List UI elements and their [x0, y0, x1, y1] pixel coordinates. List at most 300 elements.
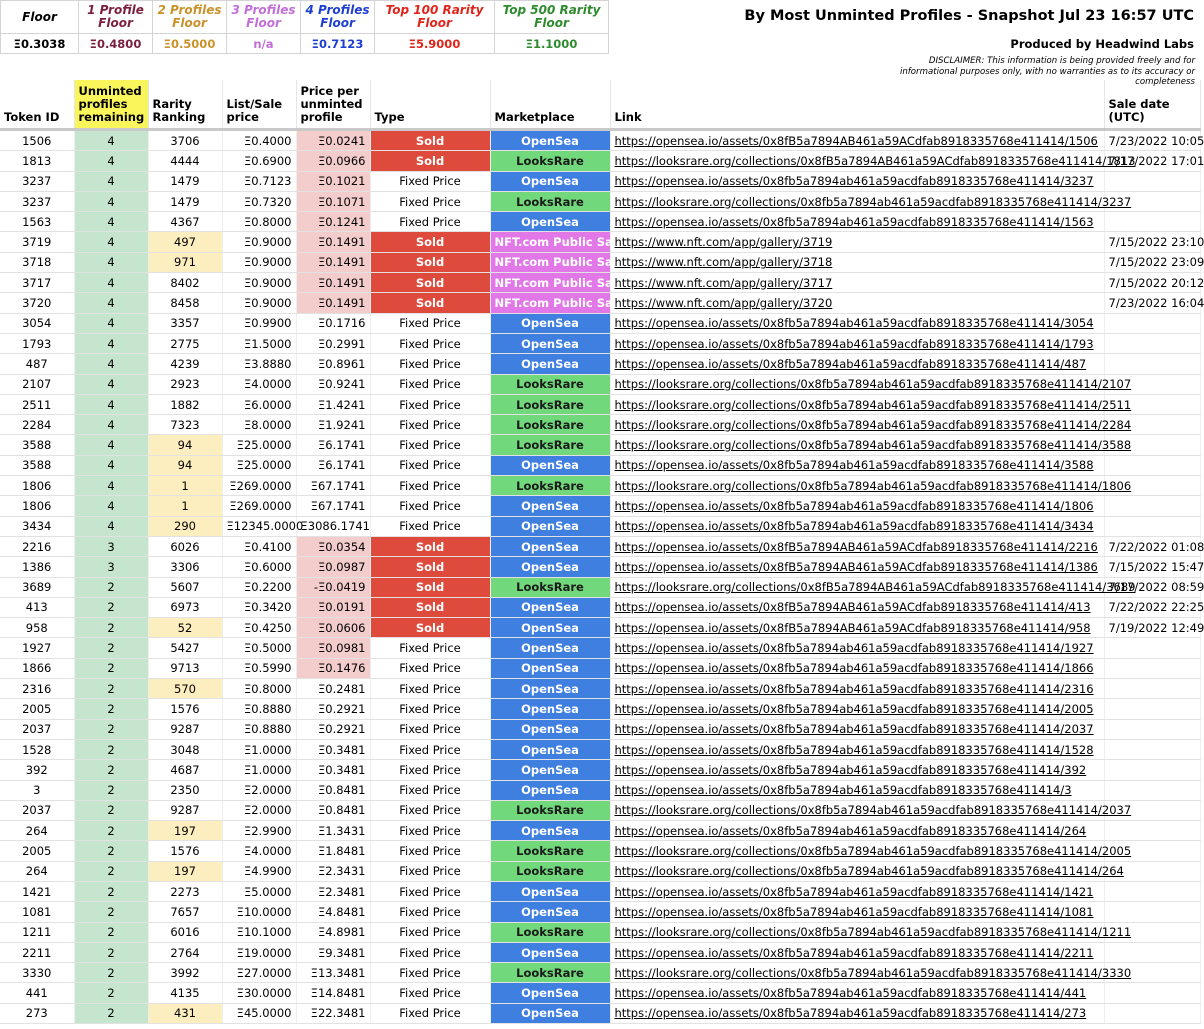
unminted-remaining-cell: 4 [74, 232, 148, 252]
rarity-ranking-cell: 1576 [148, 699, 222, 719]
rarity-ranking-cell: 197 [148, 821, 222, 841]
type-cell: Fixed Price [370, 415, 490, 435]
type-cell: Sold [370, 273, 490, 293]
unminted-remaining-cell: 4 [74, 354, 148, 374]
marketplace-cell: LooksRare [490, 151, 610, 171]
sale-date-cell [1104, 679, 1200, 699]
marketplace-cell: OpenSea [490, 679, 610, 699]
unminted-remaining-cell: 2 [74, 739, 148, 759]
listing-link[interactable]: https://opensea.io/assets/0x8fb5a7894ab461a59acdfab8918335768e411414/392 [610, 760, 1104, 780]
token-id-cell: 1211 [0, 922, 74, 942]
rarity-ranking-cell: 7323 [148, 415, 222, 435]
token-id-cell: 3237 [0, 191, 74, 211]
token-id-cell: 1563 [0, 212, 74, 232]
type-cell: Fixed Price [370, 679, 490, 699]
price-per-profile-cell: Ξ0.1491 [296, 232, 370, 252]
marketplace-cell: OpenSea [490, 942, 610, 962]
type-cell: Sold [370, 151, 490, 171]
rarity-ranking-cell: 8458 [148, 293, 222, 313]
listing-link[interactable]: https://opensea.io/assets/0x8fb5a7894ab461a59acdfab8918335768e411414/1927 [610, 638, 1104, 658]
list-price-cell: Ξ0.9000 [222, 293, 296, 313]
price-per-profile-cell: Ξ1.4241 [296, 394, 370, 414]
listing-link[interactable]: https://opensea.io/assets/0x8fB5a7894AB461a59ACdfab8918335768e411414/2216 [610, 536, 1104, 556]
listing-link[interactable]: https://opensea.io/assets/0x8fb5a7894ab461a59acdfab8918335768e411414/3434 [610, 516, 1104, 536]
listing-link[interactable]: https://opensea.io/assets/0x8fb5a7894ab461a59acdfab8918335768e411414/264 [610, 821, 1104, 841]
price-per-profile-cell: Ξ0.0354 [296, 536, 370, 556]
token-id-cell: 2511 [0, 394, 74, 414]
token-id-cell: 3718 [0, 252, 74, 272]
sale-date-cell [1104, 171, 1200, 191]
listing-link[interactable]: https://www.nft.com/app/gallery/3718 [610, 252, 1104, 272]
listing-link[interactable]: https://opensea.io/assets/0x8fb5a7894ab461a59acdfab8918335768e411414/2316 [610, 679, 1104, 699]
col-type[interactable]: Type [370, 80, 490, 130]
listing-link[interactable]: https://looksrare.org/collections/0x8fb5a7894ab461a59acdfab8918335768e411414/264 [610, 861, 1104, 881]
table-row [0, 394, 1200, 414]
type-cell: Fixed Price [370, 516, 490, 536]
marketplace-cell: LooksRare [490, 374, 610, 394]
type-cell: Sold [370, 618, 490, 638]
listing-link[interactable]: https://opensea.io/assets/0x8fb5a7894ab461a59acdfab8918335768e411414/3237 [610, 171, 1104, 191]
marketplace-cell: OpenSea [490, 516, 610, 536]
price-per-profile-cell: Ξ6.1741 [296, 435, 370, 455]
listing-link[interactable]: https://opensea.io/assets/0x8fb5a7894ab461a59acdfab8918335768e411414/3588 [610, 455, 1104, 475]
listing-link[interactable]: https://opensea.io/assets/0x8fB5a7894AB461a59ACdfab8918335768e411414/413 [610, 597, 1104, 617]
sale-date-cell: 7/15/2022 20:12 [1104, 273, 1200, 293]
rarity-ranking-cell: 94 [148, 435, 222, 455]
listing-link[interactable]: https://opensea.io/assets/0x8fB5a7894AB461a59ACdfab8918335768e411414/1386 [610, 557, 1104, 577]
unminted-remaining-cell: 2 [74, 800, 148, 820]
top500-rarity-floor-label: Top 500 Rarity Floor [495, 1, 609, 34]
listing-link[interactable]: https://looksrare.org/collections/0x8fb5a7894ab461a59acdfab8918335768e411414/3237 [610, 191, 1104, 211]
list-price-cell: Ξ0.4250 [222, 618, 296, 638]
unminted-remaining-cell: 4 [74, 516, 148, 536]
listing-link[interactable]: https://www.nft.com/app/gallery/3720 [610, 293, 1104, 313]
rarity-ranking-cell: 6973 [148, 597, 222, 617]
marketplace-cell: OpenSea [490, 821, 610, 841]
token-id-cell: 3330 [0, 963, 74, 983]
listing-link[interactable]: https://opensea.io/assets/0x8fb5a7894ab461a59acdfab8918335768e411414/487 [610, 354, 1104, 374]
price-per-profile-cell: Ξ0.8961 [296, 354, 370, 374]
floor-label-row [1, 1, 609, 34]
type-cell: Fixed Price [370, 841, 490, 861]
table-row [0, 130, 1200, 151]
col-price-per-unminted[interactable]: Price per unminted profile [296, 80, 370, 130]
two-profiles-floor-value: Ξ0.5000 [153, 34, 227, 54]
token-id-cell: 3 [0, 780, 74, 800]
type-cell: Fixed Price [370, 699, 490, 719]
token-id-cell: 1866 [0, 658, 74, 678]
listing-link[interactable]: https://looksrare.org/collections/0x8fb5a7894ab461a59acdfab8918335768e411414/3330 [610, 963, 1104, 983]
list-price-cell: Ξ30.0000 [222, 983, 296, 1003]
type-cell: Fixed Price [370, 374, 490, 394]
listing-link[interactable]: https://opensea.io/assets/0x8fb5a7894ab461a59acdfab8918335768e411414/1421 [610, 881, 1104, 901]
type-cell: Fixed Price [370, 739, 490, 759]
list-price-cell: Ξ45.0000 [222, 1003, 296, 1023]
col-link[interactable]: Link [610, 80, 1104, 130]
marketplace-cell: NFT.com Public Sale [490, 273, 610, 293]
marketplace-cell: OpenSea [490, 557, 610, 577]
unminted-remaining-cell: 4 [74, 313, 148, 333]
marketplace-cell: LooksRare [490, 415, 610, 435]
list-price-cell: Ξ0.8000 [222, 212, 296, 232]
token-id-cell: 2107 [0, 374, 74, 394]
list-price-cell: Ξ2.0000 [222, 780, 296, 800]
rarity-ranking-cell: 1479 [148, 191, 222, 211]
rarity-ranking-cell: 2775 [148, 333, 222, 353]
table-row [0, 739, 1200, 759]
list-price-cell: Ξ1.0000 [222, 739, 296, 759]
list-price-cell: Ξ5.0000 [222, 881, 296, 901]
token-id-cell: 392 [0, 760, 74, 780]
type-cell: Fixed Price [370, 658, 490, 678]
unminted-remaining-cell: 4 [74, 496, 148, 516]
top100-rarity-floor-value: Ξ5.9000 [375, 34, 495, 54]
one-profile-floor-label: 1 Profile Floor [79, 1, 153, 34]
table-row [0, 618, 1200, 638]
type-cell: Sold [370, 232, 490, 252]
listing-link[interactable]: https://opensea.io/assets/0x8fb5a7894ab461a59acdfab8918335768e411414/1806 [610, 496, 1104, 516]
table-row [0, 577, 1200, 597]
price-per-profile-cell: Ξ67.1741 [296, 496, 370, 516]
unminted-remaining-cell: 2 [74, 658, 148, 678]
list-price-cell: Ξ0.5000 [222, 638, 296, 658]
list-price-cell: Ξ0.9000 [222, 232, 296, 252]
floor-summary-table [0, 0, 609, 54]
price-per-profile-cell: Ξ0.8481 [296, 800, 370, 820]
type-cell: Sold [370, 293, 490, 313]
price-per-profile-cell: Ξ0.1071 [296, 191, 370, 211]
marketplace-cell: LooksRare [490, 476, 610, 496]
table-row [0, 455, 1200, 475]
table-row [0, 313, 1200, 333]
rarity-ranking-cell: 7657 [148, 902, 222, 922]
sale-date-cell: 7/19/2022 12:49 [1104, 618, 1200, 638]
sale-date-cell [1104, 760, 1200, 780]
price-per-profile-cell: Ξ0.2991 [296, 333, 370, 353]
table-row [0, 557, 1200, 577]
list-price-cell: Ξ0.5990 [222, 658, 296, 678]
type-cell: Fixed Price [370, 942, 490, 962]
col-marketplace[interactable]: Marketplace [490, 80, 610, 130]
price-per-profile-cell: Ξ0.1716 [296, 313, 370, 333]
unminted-remaining-cell: 2 [74, 841, 148, 861]
price-per-profile-cell: Ξ0.1491 [296, 273, 370, 293]
col-rarity-ranking[interactable]: Rarity Ranking [148, 80, 222, 130]
table-row [0, 354, 1200, 374]
type-cell: Fixed Price [370, 719, 490, 739]
top100-rarity-floor-label: Top 100 Rarity Floor [375, 1, 495, 34]
type-cell: Fixed Price [370, 922, 490, 942]
listing-link[interactable]: https://looksrare.org/collections/0x8fB5a7894AB461a59ACdfab8918335768e411414/3689 [610, 577, 1104, 597]
price-per-profile-cell: Ξ13.3481 [296, 963, 370, 983]
sale-date-cell [1104, 780, 1200, 800]
sale-date-cell [1104, 821, 1200, 841]
price-per-profile-cell: Ξ0.0966 [296, 151, 370, 171]
listing-link[interactable]: https://opensea.io/assets/0x8fB5a7894AB461a59ACdfab8918335768e411414/958 [610, 618, 1104, 638]
listing-link[interactable]: https://opensea.io/assets/0x8fb5a7894ab461a59acdfab8918335768e411414/441 [610, 983, 1104, 1003]
unminted-remaining-cell: 4 [74, 374, 148, 394]
marketplace-cell: OpenSea [490, 130, 610, 151]
listing-link[interactable]: https://opensea.io/assets/0x8fb5a7894ab461a59acdfab8918335768e411414/1793 [610, 333, 1104, 353]
marketplace-cell: LooksRare [490, 922, 610, 942]
marketplace-cell: OpenSea [490, 618, 610, 638]
listing-link[interactable]: https://looksrare.org/collections/0x8fb5a7894ab461a59acdfab8918335768e411414/1806 [610, 476, 1104, 496]
sale-date-cell [1104, 739, 1200, 759]
floor-value: Ξ0.3038 [1, 34, 79, 54]
list-price-cell: Ξ4.0000 [222, 841, 296, 861]
listing-link[interactable]: https://looksrare.org/collections/0x8fb5a7894ab461a59acdfab8918335768e411414/2511 [610, 394, 1104, 414]
rarity-ranking-cell: 4239 [148, 354, 222, 374]
table-row [0, 983, 1200, 1003]
token-id-cell: 2005 [0, 841, 74, 861]
rarity-ranking-cell: 290 [148, 516, 222, 536]
marketplace-cell: OpenSea [490, 719, 610, 739]
sale-date-cell: 7/22/2022 01:08 [1104, 536, 1200, 556]
price-per-profile-cell: Ξ0.2481 [296, 679, 370, 699]
price-per-profile-cell: Ξ1.9241 [296, 415, 370, 435]
listing-link[interactable]: https://opensea.io/assets/0x8fb5a7894ab461a59acdfab8918335768e411414/273 [610, 1003, 1104, 1023]
price-per-profile-cell: Ξ2.3431 [296, 861, 370, 881]
list-price-cell: Ξ0.4100 [222, 536, 296, 556]
marketplace-cell: OpenSea [490, 760, 610, 780]
table-row [0, 435, 1200, 455]
marketplace-cell: LooksRare [490, 861, 610, 881]
listing-link[interactable]: https://www.nft.com/app/gallery/3717 [610, 273, 1104, 293]
marketplace-cell: OpenSea [490, 1003, 610, 1023]
table-row [0, 415, 1200, 435]
unminted-remaining-cell: 2 [74, 577, 148, 597]
list-price-cell: Ξ1.0000 [222, 760, 296, 780]
unminted-remaining-cell: 2 [74, 597, 148, 617]
sale-date-cell: 7/23/2022 16:04 [1104, 293, 1200, 313]
price-per-profile-cell: Ξ6.1741 [296, 455, 370, 475]
list-price-cell: Ξ0.3420 [222, 597, 296, 617]
list-price-cell: Ξ0.6900 [222, 151, 296, 171]
type-cell: Fixed Price [370, 902, 490, 922]
list-price-cell: Ξ19.0000 [222, 942, 296, 962]
listing-link[interactable]: https://looksrare.org/collections/0x8fb5a7894ab461a59acdfab8918335768e411414/2284 [610, 415, 1104, 435]
marketplace-cell: NFT.com Public Sale [490, 252, 610, 272]
table-row [0, 821, 1200, 841]
rarity-ranking-cell: 6026 [148, 536, 222, 556]
unminted-remaining-cell: 2 [74, 780, 148, 800]
type-cell: Fixed Price [370, 394, 490, 414]
table-row [0, 191, 1200, 211]
listing-link[interactable]: https://opensea.io/assets/0x8fb5a7894ab461a59acdfab8918335768e411414/1563 [610, 212, 1104, 232]
listing-link[interactable]: https://opensea.io/assets/0x8fb5a7894ab461a59acdfab8918335768e411414/2037 [610, 719, 1104, 739]
type-cell: Fixed Price [370, 191, 490, 211]
list-price-cell: Ξ0.2200 [222, 577, 296, 597]
price-per-profile-cell: Ξ0.0241 [296, 130, 370, 151]
sale-date-cell [1104, 212, 1200, 232]
rarity-ranking-cell: 3706 [148, 130, 222, 151]
unminted-remaining-cell: 2 [74, 719, 148, 739]
price-per-profile-cell: Ξ9.3481 [296, 942, 370, 962]
rarity-ranking-cell: 5427 [148, 638, 222, 658]
token-id-cell: 1806 [0, 496, 74, 516]
price-per-profile-cell: Ξ3086.1741 [296, 516, 370, 536]
rarity-ranking-cell: 2273 [148, 881, 222, 901]
rarity-ranking-cell: 3306 [148, 557, 222, 577]
marketplace-cell: OpenSea [490, 902, 610, 922]
table-row [0, 1003, 1200, 1023]
price-per-profile-cell: Ξ0.0981 [296, 638, 370, 658]
marketplace-cell: OpenSea [490, 780, 610, 800]
sale-date-cell: 7/23/2022 10:05 [1104, 130, 1200, 151]
marketplace-cell: OpenSea [490, 597, 610, 617]
listing-link[interactable]: https://opensea.io/assets/0x8fB5a7894AB461a59ACdfab8918335768e411414/1506 [610, 130, 1104, 151]
one-profile-floor-value: Ξ0.4800 [79, 34, 153, 54]
unminted-remaining-cell: 2 [74, 963, 148, 983]
type-cell: Fixed Price [370, 1003, 490, 1023]
table-row [0, 171, 1200, 191]
sale-date-cell [1104, 354, 1200, 374]
listing-link[interactable]: https://looksrare.org/collections/0x8fb5a7894ab461a59acdfab8918335768e411414/2037 [610, 800, 1104, 820]
unminted-remaining-cell: 4 [74, 333, 148, 353]
listing-link[interactable]: https://looksrare.org/collections/0x8fb5a7894ab461a59acdfab8918335768e411414/1211 [610, 922, 1104, 942]
sale-date-cell [1104, 983, 1200, 1003]
unminted-remaining-cell: 4 [74, 455, 148, 475]
price-per-profile-cell: Ξ0.2921 [296, 699, 370, 719]
list-price-cell: Ξ0.8880 [222, 699, 296, 719]
producer-credit: Produced by Headwind Labs [1010, 37, 1194, 51]
four-profiles-floor-value: Ξ0.7123 [301, 34, 375, 54]
rarity-ranking-cell: 497 [148, 232, 222, 252]
list-price-cell: Ξ2.9900 [222, 821, 296, 841]
price-per-profile-cell: Ξ22.3481 [296, 1003, 370, 1023]
rarity-ranking-cell: 3048 [148, 739, 222, 759]
rarity-ranking-cell: 1 [148, 476, 222, 496]
sale-date-cell: 7/15/2022 23:09 [1104, 252, 1200, 272]
type-cell: Sold [370, 252, 490, 272]
type-cell: Fixed Price [370, 212, 490, 232]
listing-link[interactable]: https://opensea.io/assets/0x8fb5a7894ab461a59acdfab8918335768e411414/3054 [610, 313, 1104, 333]
marketplace-cell: OpenSea [490, 638, 610, 658]
listing-link[interactable]: https://opensea.io/assets/0x8fb5a7894ab461a59acdfab8918335768e411414/1528 [610, 739, 1104, 759]
marketplace-cell: OpenSea [490, 333, 610, 353]
rarity-ranking-cell: 9287 [148, 800, 222, 820]
table-row [0, 273, 1200, 293]
rarity-ranking-cell: 3992 [148, 963, 222, 983]
type-cell: Fixed Price [370, 780, 490, 800]
list-price-cell: Ξ0.9000 [222, 273, 296, 293]
type-cell: Sold [370, 577, 490, 597]
marketplace-cell: LooksRare [490, 963, 610, 983]
unminted-remaining-cell: 2 [74, 861, 148, 881]
three-profiles-floor-value: n/a [227, 34, 301, 54]
type-cell: Fixed Price [370, 861, 490, 881]
sale-date-cell: 7/22/2022 22:25 [1104, 597, 1200, 617]
listing-link[interactable]: https://looksrare.org/collections/0x8fb5a7894ab461a59acdfab8918335768e411414/3588 [610, 435, 1104, 455]
table-row [0, 476, 1200, 496]
token-id-cell: 3588 [0, 455, 74, 475]
token-id-cell: 487 [0, 354, 74, 374]
marketplace-cell: OpenSea [490, 455, 610, 475]
price-per-profile-cell: Ξ0.3481 [296, 739, 370, 759]
unminted-remaining-cell: 4 [74, 171, 148, 191]
price-per-profile-cell: Ξ1.8481 [296, 841, 370, 861]
token-id-cell: 3434 [0, 516, 74, 536]
rarity-ranking-cell: 1479 [148, 171, 222, 191]
table-row [0, 800, 1200, 820]
unminted-remaining-cell: 2 [74, 881, 148, 901]
token-id-cell: 3689 [0, 577, 74, 597]
col-token-id[interactable]: Token ID [0, 80, 74, 130]
price-per-profile-cell: Ξ4.8481 [296, 902, 370, 922]
col-sale-date[interactable]: Sale date (UTC) [1104, 80, 1200, 130]
listing-link[interactable]: https://looksrare.org/collections/0x8fB5a7894AB461a59ACdfab8918335768e411414/1813 [610, 151, 1104, 171]
listing-link[interactable]: https://looksrare.org/collections/0x8fb5a7894ab461a59acdfab8918335768e411414/2107 [610, 374, 1104, 394]
price-per-profile-cell: Ξ0.1241 [296, 212, 370, 232]
type-cell: Fixed Price [370, 983, 490, 1003]
type-cell: Fixed Price [370, 313, 490, 333]
type-cell: Fixed Price [370, 800, 490, 820]
type-cell: Fixed Price [370, 638, 490, 658]
price-per-profile-cell: Ξ0.8481 [296, 780, 370, 800]
listing-link[interactable]: https://looksrare.org/collections/0x8fb5a7894ab461a59acdfab8918335768e411414/2005 [610, 841, 1104, 861]
unminted-remaining-cell: 4 [74, 394, 148, 414]
col-unminted-remaining[interactable]: Unminted profiles remaining [74, 80, 148, 130]
list-price-cell: Ξ4.0000 [222, 374, 296, 394]
listing-link[interactable]: https://www.nft.com/app/gallery/3719 [610, 232, 1104, 252]
sale-date-cell [1104, 455, 1200, 475]
price-per-profile-cell: Ξ2.3481 [296, 881, 370, 901]
price-per-profile-cell: Ξ0.1021 [296, 171, 370, 191]
top500-rarity-floor-value: Ξ1.1000 [495, 34, 609, 54]
price-per-profile-cell: Ξ0.0191 [296, 597, 370, 617]
unminted-remaining-cell: 3 [74, 536, 148, 556]
marketplace-cell: LooksRare [490, 435, 610, 455]
token-id-cell: 3054 [0, 313, 74, 333]
token-id-cell: 1813 [0, 151, 74, 171]
list-price-cell: Ξ4.9900 [222, 861, 296, 881]
floor-label: Floor [1, 1, 79, 34]
token-id-cell: 1927 [0, 638, 74, 658]
list-price-cell: Ξ269.0000 [222, 476, 296, 496]
listing-link[interactable]: https://opensea.io/assets/0x8fb5a7894ab461a59acdfab8918335768e411414/2211 [610, 942, 1104, 962]
price-per-profile-cell: Ξ0.0606 [296, 618, 370, 638]
table-row [0, 719, 1200, 739]
four-profiles-floor-label: 4 Profiles Floor [301, 1, 375, 34]
listing-link[interactable]: https://opensea.io/assets/0x8fb5a7894ab461a59acdfab8918335768e411414/1866 [610, 658, 1104, 678]
list-price-cell: Ξ0.9900 [222, 313, 296, 333]
marketplace-cell: LooksRare [490, 841, 610, 861]
three-profiles-floor-label: 3 Profiles Floor [227, 1, 301, 34]
type-cell: Fixed Price [370, 333, 490, 353]
type-cell: Fixed Price [370, 435, 490, 455]
unminted-remaining-cell: 2 [74, 760, 148, 780]
table-body [0, 130, 1204, 1024]
col-list-sale-price[interactable]: List/Sale price [222, 80, 296, 130]
listing-link[interactable]: https://opensea.io/assets/0x8fb5a7894ab461a59acdfab8918335768e411414/1081 [610, 902, 1104, 922]
sale-date-cell [1104, 658, 1200, 678]
rarity-ranking-cell: 3357 [148, 313, 222, 333]
list-price-cell: Ξ27.0000 [222, 963, 296, 983]
rarity-ranking-cell: 94 [148, 455, 222, 475]
sale-date-cell [1104, 333, 1200, 353]
marketplace-cell: OpenSea [490, 313, 610, 333]
token-id-cell: 1506 [0, 130, 74, 151]
unminted-remaining-cell: 4 [74, 252, 148, 272]
marketplace-cell: OpenSea [490, 171, 610, 191]
table-row [0, 597, 1200, 617]
list-price-cell: Ξ0.8880 [222, 719, 296, 739]
listing-link[interactable]: https://opensea.io/assets/0x8fb5a7894ab461a59acdfab8918335768e411414/3 [610, 780, 1104, 800]
unminted-remaining-cell: 4 [74, 273, 148, 293]
token-id-cell: 3237 [0, 171, 74, 191]
rarity-ranking-cell: 4367 [148, 212, 222, 232]
listing-link[interactable]: https://opensea.io/assets/0x8fb5a7894ab461a59acdfab8918335768e411414/2005 [610, 699, 1104, 719]
